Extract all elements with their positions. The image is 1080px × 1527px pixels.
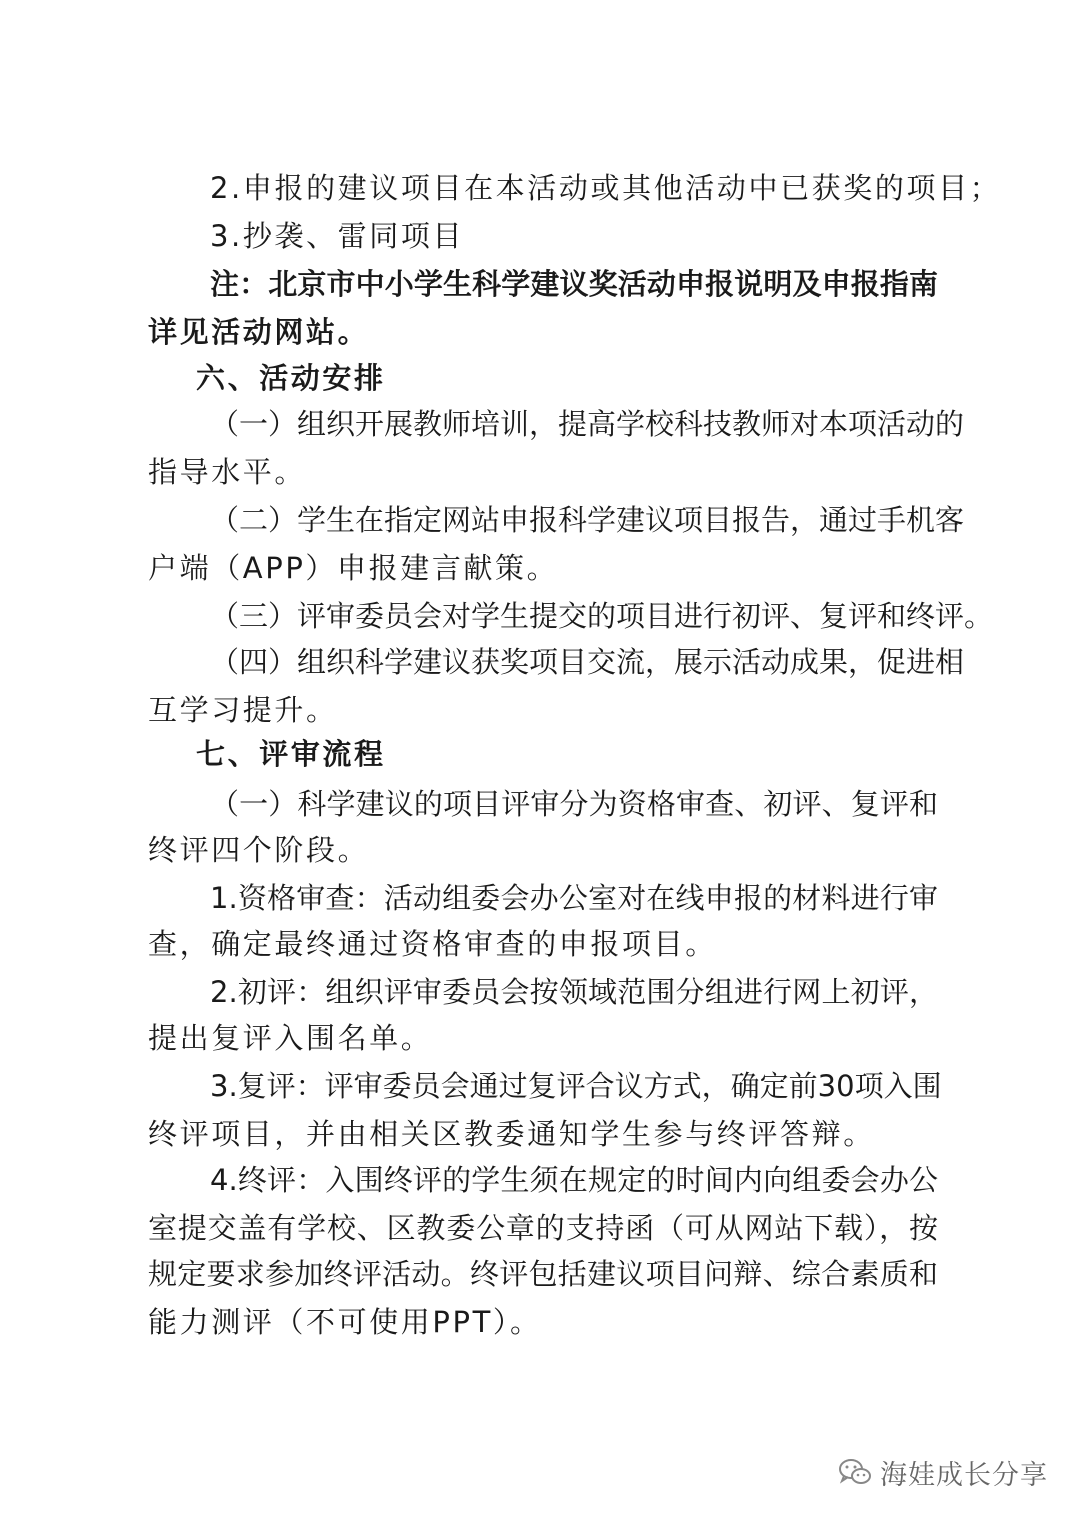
paragraph-line: 指导水平。 — [148, 455, 307, 489]
paragraph-line: 户端（APP）申报建言献策。 — [148, 551, 559, 585]
paragraph-line: 2.初评：组织评审委员会按领域范围分组进行网上初评， — [210, 975, 938, 1009]
paragraph-line: 终评四个阶段。 — [148, 833, 370, 867]
watermark — [838, 1452, 1048, 1492]
paragraph-line: 终评项目，并由相关区教委通知学生参与终评答辩。 — [148, 1117, 875, 1151]
paragraph-line: 3.抄袭、雷同项目 — [210, 219, 465, 253]
paragraph-line: 规定要求参加终评活动。终评包括建议项目问辩、综合素质和 — [148, 1257, 938, 1291]
paragraph-line: 提出复评入围名单。 — [148, 1021, 433, 1055]
paragraph-line: （二）学生在指定网站申报科学建议项目报告，通过手机客 — [210, 503, 965, 537]
note-line: 详见活动网站。 — [148, 315, 370, 349]
paragraph-line: 1.资格审查：活动组委会办公室对在线申报的材料进行审 — [210, 881, 938, 915]
paragraph-line: （三）评审委员会对学生提交的项目进行初评、复评和终评。 — [210, 599, 994, 633]
wechat-icon — [838, 1457, 872, 1487]
paragraph-line: 查，确定最终通过资格审查的申报项目。 — [148, 927, 717, 961]
section-heading: 六、活动安排 — [196, 361, 386, 395]
paragraph-line: （四）组织科学建议获奖项目交流，展示活动成果，促进相 — [210, 645, 965, 679]
watermark-text: 海娃成长分享 — [880, 1459, 1048, 1491]
paragraph-line: （一）科学建议的项目评审分为资格审查、初评、复评和 — [210, 787, 938, 821]
paragraph-line: 2.申报的建议项目在本活动或其他活动中已获奖的项目； — [210, 171, 1002, 205]
paragraph-line: 互学习提升。 — [148, 693, 338, 727]
paragraph-line: 室提交盖有学校、区教委公章的支持函（可从网站下载），按 — [148, 1211, 938, 1245]
paragraph-line: 能力测评（不可使用PPT）。 — [148, 1305, 542, 1339]
paragraph-line: 4.终评：入围终评的学生须在规定的时间内向组委会办公 — [210, 1163, 938, 1197]
section-heading: 七、评审流程 — [196, 737, 386, 771]
paragraph-line: 3.复评：评审委员会通过复评合议方式，确定前30项入围 — [210, 1069, 942, 1103]
note-line: 注：北京市中小学生科学建议奖活动申报说明及申报指南 — [210, 267, 938, 301]
paragraph-line: （一）组织开展教师培训，提高学校科技教师对本项活动的 — [210, 407, 965, 441]
